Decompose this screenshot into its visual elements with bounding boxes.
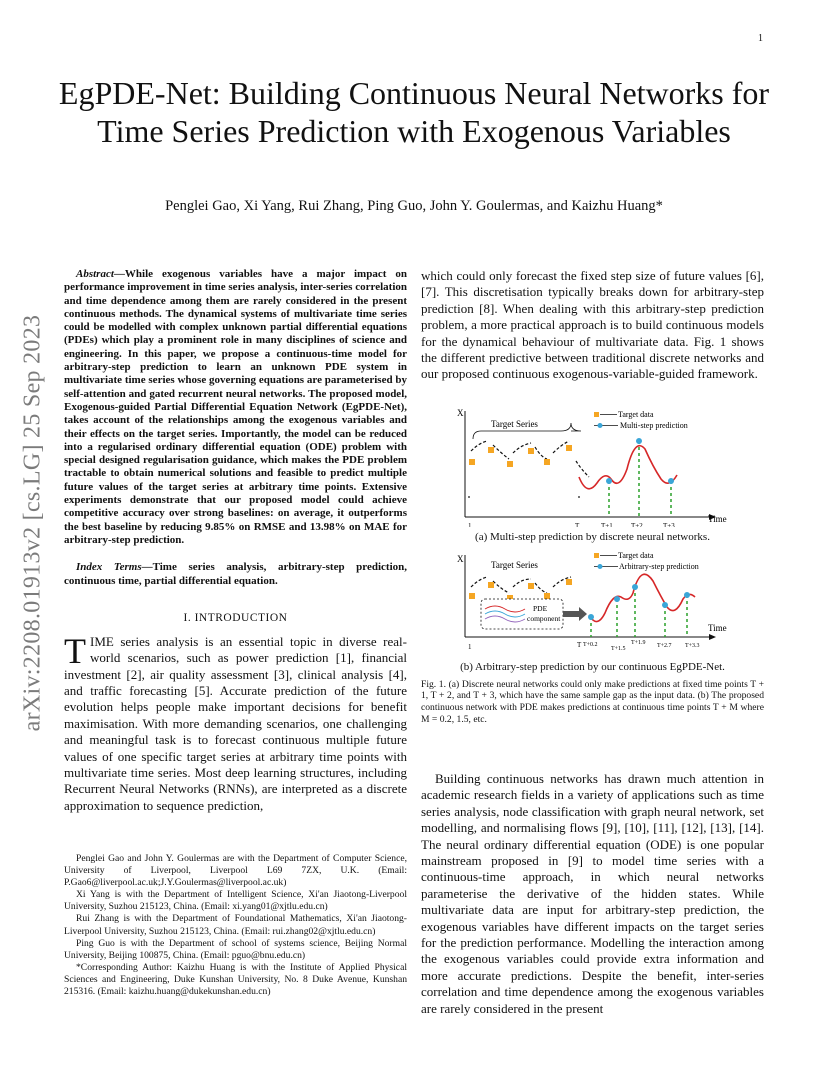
fig-b-tick: T+0.2 [583, 641, 598, 648]
fig-a-series-label: Target Series [491, 418, 538, 429]
page-number: 1 [758, 33, 763, 44]
fig-b-legend-target: Target data [618, 550, 654, 560]
abstract-text: —While exogenous variables have a major impact on performance improvement in time series analysis, inter-series correlation and time dependence among them are rarely considered in the present continuous methods. The dynamical systems of multivariate time series could be modelled with complex unknown partial differential equations (PDEs) which play a prominent role in many disciplines of science and engineering. In this paper, we propose a continuous-time model for arbitrary-step prediction to learn an unknown PDE system in multivariate time series whose governing equations are parameterised by self-attention and gated recurrent neural networks. The proposed model, Exogenous-guided Partial Differential Equation Network (EgPDE-Net), takes account of the relationships among the exogenous variables and their effects on the target series. Importantly, the model can be reduced into a regularised ordinary differential equation (ODE) problem with special designed regularisation guidance, which makes the PDE problem tractable to obtain numerical solutions and feasible to predict multiple future values of the target series at arbitrary time points. Extensive experiments demonstrate that our proposed model could achieve competitive accuracy over strong baselines: on average, it outperforms the best baseline by reducing 9.85% on RMSE and 13.98% on MAE for arbitrary-step prediction. [64, 268, 407, 546]
fig-b-tick: 1 [468, 642, 472, 651]
index-terms-label: Index Terms [76, 561, 142, 574]
fig-b-prediction-curve [589, 574, 695, 621]
fig-a-target-curve [471, 441, 569, 459]
fig-b-pred-point [662, 602, 668, 608]
figure-caption: Fig. 1. (a) Discrete neural networks could only make predictions at fixed time points T + 1, T + 2, and T + 3, which have the same sample gap as the input data. (b) The proposed continuous network with PDE makes predictions at continuous time points T + M where M = 0.2, 1.5, etc. [421, 678, 764, 725]
fig-b-x-axis-label: X [457, 553, 464, 564]
abstract [64, 268, 407, 547]
fig-a-dot [468, 496, 470, 498]
fig-a-x-axis-label: X [457, 407, 464, 418]
fig-b-target-point [488, 582, 494, 588]
fig-b-arrowhead [709, 634, 716, 640]
right-paragraph-bottom: Building continuous networks has drawn much attention in academic research fields in a variety of applications such as time series analysis, node classification with graph neural network, set modelling, and normalising flows [9], [10], [11], [12], [13], [14]. The neural ordinary differential equation (ODE) is one popular mainstream proposed in [9] to model time series with a continuous-time approach, in which neural networks parameterise the derivative of the hidden states. While multivariate data are input for arbitrary-step prediction, the exogenous variables have different impacts on the target series for the prediction performance. Modelling the interaction among the exogenous variables could provide extra information and more accurate predictions. Despite the benefit, inter-series correlation and time dependence among the exogenous variables are rarely considered in the present [421, 771, 764, 1016]
pde-arrow [563, 607, 587, 621]
footnote-gao-goulermas: Penglei Gao and John Y. Goulermas are with the Department of Computer Science, University of Liverpool, Liverpool L69 7ZX, U.K. (Email: P.Gao6@liverpool.ac.uk;J.Y.Goulermas@liverpool.ac.uk) [64, 853, 407, 889]
footnote-guo: Ping Guo is with the Department of school of systems science, Beijing Normal University, Beijing 100875, China. (Email: pguo@bnu.edu.cn) [64, 937, 407, 961]
fig-a-tick: T+2 [631, 521, 643, 527]
figure-1b [421, 547, 764, 657]
fig-a-tick: 1 [468, 521, 472, 527]
fig-a-tick: T [575, 521, 580, 527]
footnotes [64, 853, 407, 998]
fig-a-dot [578, 496, 580, 498]
fig-b-pred-point [614, 596, 620, 602]
fig-a-tick: T+3 [663, 521, 675, 527]
fig-a-legend-pred: Multi-step prediction [620, 420, 688, 430]
fig-b-pred-point [588, 614, 594, 620]
fig-a-prediction-curve [579, 446, 677, 489]
fig-a-legend-target-marker [594, 412, 599, 417]
fig-b-target-point [528, 583, 534, 589]
footnote-huang: *Corresponding Author: Kaizhu Huang is with the Institute of Applied Physical Sciences and Engineering, Duke Kunshan University, No. 8 Duke Avenue, Kunshan 215316. (Email: kaizhu.huang@dukekunshan.edu.cn) [64, 961, 407, 998]
fig-a-pred-point [668, 478, 674, 484]
fig-a-target-point [469, 459, 475, 465]
fig-a-target-point [528, 448, 534, 454]
fig-b-tick: T+1.5 [611, 645, 626, 652]
fig-b-pred-point [632, 584, 638, 590]
fig-b-tick: T+2.7 [657, 642, 672, 649]
intro-paragraph [64, 630, 407, 814]
fig-b-series-label: Target Series [491, 559, 538, 570]
fig-b-target-point [566, 579, 572, 585]
right-column-lower [421, 771, 764, 1017]
abstract-label: Abstract [76, 268, 114, 280]
fig-b-tick: T+3.3 [685, 642, 700, 649]
left-column [64, 268, 407, 814]
paper-title: EgPDE-Net: Building Continuous Neural Networks for Time Series Prediction with Exogenous Variables [58, 75, 770, 149]
fig-b-target-point [469, 593, 475, 599]
fig-a-pred-point [636, 438, 642, 444]
arxiv-id: arXiv:2208.01913v2 [cs.LG] 25 Sep 2023 [19, 314, 46, 732]
fig-a-time-label: Time [708, 513, 727, 524]
fig-b-subcaption: (b) Arbitrary-step prediction by our continuous EgPDE-Net. [460, 660, 725, 673]
right-paragraph-top: which could only forecast the fixed step size of future values [6], [7]. This discretisation typically breaks down for arbitrary-step prediction [8]. When dealing with this arbitrary-step prediction problem, a more practical approach is to build continuous models for the dynamical behaviour of multivariate data. Fig. 1 shows the different predictive between traditional discrete networks and our proposed continuous exogenous-variable-guided framework. [421, 268, 764, 382]
fig-a-legend-pred-marker [598, 423, 603, 428]
fig-b-target-curve [471, 577, 571, 593]
pde-label: PDE [533, 603, 548, 613]
right-column [421, 268, 764, 725]
author-list: Penglei Gao, Xi Yang, Rui Zhang, Ping Guo, John Y. Goulermas, and Kaizhu Huang* [165, 198, 663, 214]
fig-a-legend-target: Target data [618, 409, 654, 419]
fig-a-target-point [566, 445, 572, 451]
drop-cap: T [64, 630, 86, 671]
index-terms-text: —Time series analysis, arbitrary-step prediction, continuous time, partial differential equation. [64, 561, 407, 587]
fig-b-target-point [544, 593, 550, 599]
fig-b-legend-pred: Arbitrary-step prediction [619, 561, 699, 571]
fig-a-target-point [544, 459, 550, 465]
fig-b-legend-pred-marker [598, 564, 603, 569]
fig-b-tick: T [577, 640, 582, 649]
footnote-yang: Xi Yang is with the Department of Intelligent Science, Xi'an Jiaotong-Liverpool University, Suzhou 215123, China. (Email: xi.yang01@xjtlu.edu.cn) [64, 889, 407, 913]
footnote-zhang: Rui Zhang is with the Department of Foundational Mathematics, Xi'an Jiaotong-Liverpool University, Suzhou 215123, China. (Email: rui.zhang02@xjtlu.edu.cn) [64, 913, 407, 937]
fig-a-tick: T+1 [601, 521, 613, 527]
fig-a-subcaption: (a) Multi-step prediction by discrete neural networks. [475, 530, 710, 543]
pde-sub-label: component [527, 613, 561, 623]
fig-b-pred-point [684, 592, 690, 598]
fig-a-target-point [488, 447, 494, 453]
section-heading-introduction: I. INTRODUCTION [183, 611, 288, 624]
fig-b-legend-target-marker [594, 553, 599, 558]
fig-b-time-label: Time [708, 622, 727, 633]
intro-text: IME series analysis is an essential topic in diverse real-world scenarios, such as power prediction [1], financial investment [2], air quality assessment [3], clinical analysis [4], and traffic forecasting [5]. Accurate prediction of the future evolution helps people make important decisions for benefit maximisation. With more demanding scenarios, one challenging and meaningful task is to forecast continuous multiple future values of one specific target series at arbitrary time points with multivariate time series. Most deep learning structures, including Recurrent Neural Networks (RNNs), are interpreted as a discrete approximation to sequence prediction, [64, 633, 407, 813]
fig-a-target-tail [576, 461, 589, 477]
fig-b-tick: T+1.9 [631, 639, 646, 646]
figure-1a [421, 401, 764, 527]
fig-a-pred-point [606, 478, 612, 484]
arxiv-stamp [19, 288, 47, 758]
fig-a-target-point [507, 461, 513, 467]
index-terms [64, 561, 407, 588]
